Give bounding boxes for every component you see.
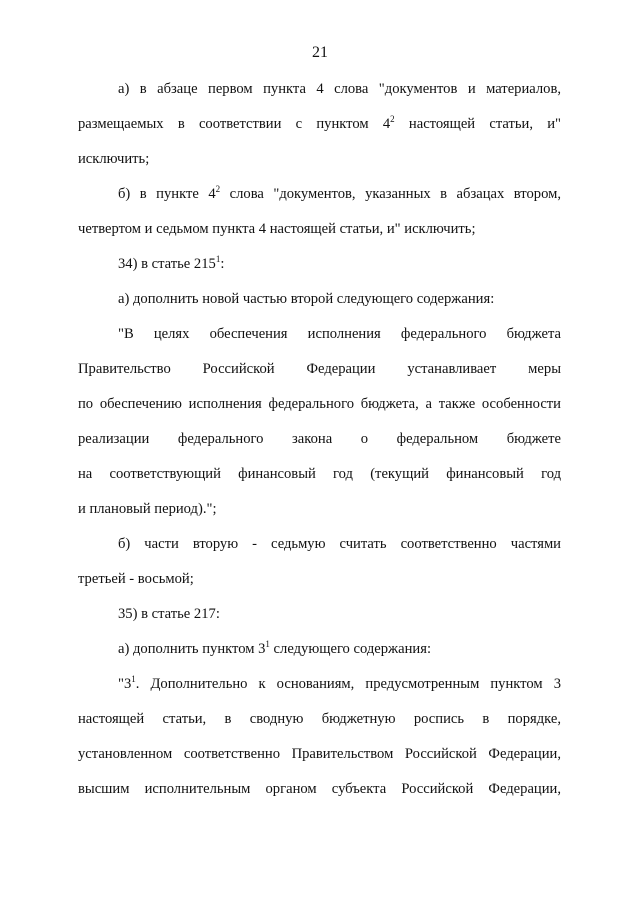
text-line: а) дополнить новой частью второй следующего содержания: xyxy=(118,291,495,307)
text-run: 34) в статье 215 xyxy=(118,256,216,272)
paragraph-9 xyxy=(78,667,561,807)
text-run: размещаемых в соответствии с пунктом 4 xyxy=(78,116,391,132)
paragraph-8 xyxy=(78,632,561,667)
text-run: . Дополнительно к основаниям, предусмотренным пунктом 3 xyxy=(135,676,561,692)
text-line: установленном соответственно Правительством Российской Федерации, xyxy=(78,746,561,762)
paragraph-2 xyxy=(78,177,561,247)
superscript: 2 xyxy=(390,114,395,124)
text-line: третьей - восьмой; xyxy=(78,571,194,587)
text-line: Правительство Российской Федерации устанавливает меры xyxy=(78,361,561,377)
page-number: 21 xyxy=(312,44,328,61)
text-run: "3 xyxy=(118,676,132,692)
text-run: б) в пункте 4 xyxy=(118,186,216,202)
text-line: 35) в статье 217: xyxy=(118,606,220,622)
text-line: реализации федерального закона о федеральном бюджете xyxy=(78,431,561,447)
text-line xyxy=(78,247,561,282)
text-line: исключить; xyxy=(78,151,150,167)
text-line xyxy=(78,667,561,702)
paragraph-7 xyxy=(78,597,561,632)
superscript: 2 xyxy=(215,184,221,194)
text-run: следующего содержания: xyxy=(269,641,432,657)
text-line: "В целях обеспечения исполнения федерального бюджета xyxy=(118,326,561,342)
text-line: высшим исполнительным органом субъекта Российской Федерации, xyxy=(78,781,561,797)
text-line: и плановый период)."; xyxy=(78,501,217,517)
text-line: б) части вторую - седьмую считать соответственно частями xyxy=(118,536,561,552)
text-run: слова "документов, указанных в абзацах втором, xyxy=(220,186,561,202)
paragraph-4 xyxy=(78,282,561,317)
paragraph-1 xyxy=(78,72,561,177)
paragraph-3 xyxy=(78,247,561,282)
text-line xyxy=(78,632,561,667)
text-line: настоящей статьи, в сводную бюджетную роспись в порядке, xyxy=(78,711,561,727)
text-line: на соответствующий финансовый год (текущий финансовый год xyxy=(78,466,561,482)
paragraph-5 xyxy=(78,317,561,527)
superscript: 1 xyxy=(131,674,136,684)
text-run: а) дополнить пунктом 3 xyxy=(118,641,266,657)
superscript: 1 xyxy=(265,639,270,649)
text-run: настоящей статьи, и" xyxy=(394,116,561,132)
text-line xyxy=(78,177,561,212)
text-line: четвертом и седьмом пункта 4 настоящей статьи, и" исключить; xyxy=(78,221,476,237)
text-line: а) в абзаце первом пункта 4 слова "документов и материалов, xyxy=(118,81,561,97)
text-line: по обеспечению исполнения федерального бюджета, а также особенности xyxy=(78,396,561,412)
text-run: : xyxy=(220,256,225,272)
document-body xyxy=(78,72,561,807)
paragraph-6 xyxy=(78,527,561,597)
superscript: 1 xyxy=(215,254,221,264)
text-line xyxy=(78,107,561,142)
